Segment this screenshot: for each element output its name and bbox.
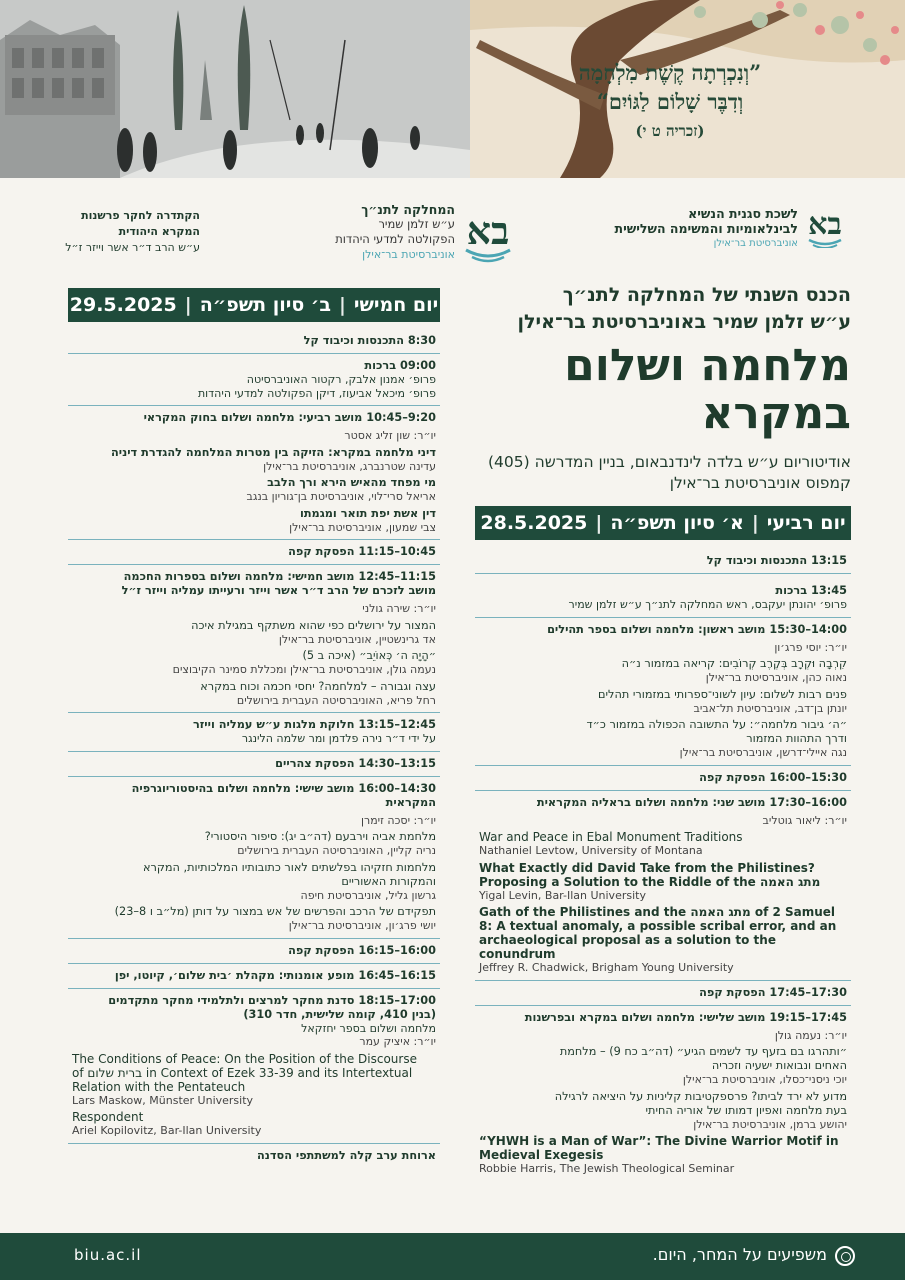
dept-line-3: הפקולטה למדעי היהדות xyxy=(335,232,455,246)
day2-item xyxy=(68,540,440,565)
conference-intro-line-2: ע״ש זלמן שמיר באוניברסיטת בר־אילן xyxy=(517,311,851,333)
talk-author: נגה איילי־דרשן, אוניברסיטת בר־אילן xyxy=(679,746,847,759)
day2-session-5 xyxy=(68,565,440,713)
day2-session-6 xyxy=(68,777,440,939)
day1-session-3 xyxy=(475,1006,851,1184)
day1-hebdate: א׳ סיון תשפ״ה xyxy=(610,512,744,534)
english-workshop-talk xyxy=(72,1052,436,1138)
item-title: 8:30 התכנסות וכיבוד קל xyxy=(303,334,436,347)
talk-title: מלחמות חזקיהו בפלשתים לאור כתובותיו המלכותיות, המקרא xyxy=(142,860,436,874)
dept-logo-icon xyxy=(460,204,516,264)
talk-title: of ברית שלום in Context of Ezek 33-39 and its Intertextual xyxy=(72,1065,413,1080)
vp-line-1: לשכת סגנית הנשיא xyxy=(688,206,798,221)
session-title: 11:15–12:45 מושב חמישי: מלחמה ושלום בספרות החכמה xyxy=(123,570,436,583)
talk-title: Gath of the Philistines and the מתג האמה of 2 Samuel xyxy=(479,905,836,919)
day2-item xyxy=(68,713,440,752)
talk-author: נאוה כהן, אוניברסיטת בר־אילן xyxy=(705,671,847,684)
talk-author: Yigal Levin, Bar-Ilan University xyxy=(479,888,646,902)
day1-dayname: יום רביעי xyxy=(766,512,846,534)
talk-author: נריה קליין, האוניברסיטה העברית בירושלים xyxy=(237,844,436,857)
vp-line-2: לבינלאומיות והמשימה השלישית xyxy=(614,221,798,236)
talk-title: 8: A textual anomaly, a possible scribal error, and an xyxy=(479,919,837,933)
session-subtitle: המקראית xyxy=(385,795,436,809)
talk-title: המצור על ירושלים כפי שהוא משתקף במגילת איכה xyxy=(191,618,436,632)
talk-title: והמקורות האשוריים xyxy=(341,874,436,888)
talk-author: רחל פריא, האוניברסיטה העברית בירושלים xyxy=(236,693,436,707)
talk-title: ״ותהרגו בם בזעף עד לשמים הגיע״ (דה״ב כח 9) – מלחמת xyxy=(559,1045,847,1058)
day2-item xyxy=(68,752,440,777)
talk-title: “YHWH is a Man of War”: The Divine Warrior Motif in xyxy=(479,1134,839,1148)
session-chair: יו״ר: נעמה גולן xyxy=(774,1028,847,1042)
item-title: 10:45–11:15 הפסקת קפה xyxy=(288,545,436,558)
session-subtitle: (בנין 410, קומה שלישית, חדר 310) xyxy=(243,1007,436,1021)
dept-logo xyxy=(300,202,455,262)
talk-title: בעת מלחמה ואפיון דמותו של אוריה החיתי xyxy=(645,1103,847,1117)
talk-author: אריאל סרי־לוי, אוניברסיטת בן־גוריון בנגב xyxy=(246,490,436,503)
session-title: 14:30–16:00 מושב שישי: מלחמה ושלום בהיסטוריוגרפיה xyxy=(131,781,436,795)
english-talks xyxy=(479,830,847,975)
biu-logo-icon xyxy=(803,202,847,248)
talk-title: archaeological proposal as a solution to the conundrum xyxy=(479,933,776,961)
talk-author: צבי שמעון, אוניברסיטת בר־אילן xyxy=(289,520,436,534)
item-title: 13:45 ברכות xyxy=(775,584,847,597)
talk-title: ודרך התהוות המזמור xyxy=(746,732,847,745)
day2-item xyxy=(68,354,440,406)
talk-title: What Exactly did David Take from the Philistines? xyxy=(479,860,815,875)
svg-text:בא: בא xyxy=(466,208,510,253)
day1-header: יום רביעי | א׳ סיון תשפ״ה | 28.5.2025 xyxy=(475,506,851,540)
session-chair: יו״ר: שירה גולני xyxy=(362,602,436,615)
day1-item xyxy=(475,766,851,791)
talk-title: עצה וגבורה – למלחמה? יחסי חכמה וכוח במקרא xyxy=(200,679,436,693)
talk-author: אד גרינשטיין, אוניברסיטת בר־אילן xyxy=(278,632,436,646)
vp-line-3: אוניברסיטת בר־אילן xyxy=(713,238,798,249)
chair-line-3: ע״ש הרב ד״ר אשר וייזר ז״ל xyxy=(65,241,200,254)
venue-line-1: אודיטוריום ע״ש בלדה לינדנבאום, בניין המדרשה (405) xyxy=(487,453,851,471)
day2-header: יום חמישי | ב׳ סיון תשפ״ה | 29.5.2025 xyxy=(68,288,440,322)
talk-title: מדוע לא ירד לביתו? פרספקטיבות קליניות על היציאה לרגילה xyxy=(554,1089,847,1103)
talk-title: ״ה׳ גיבור מלחמה״: על התשובה הכפולה במזמור כ״ד xyxy=(586,718,847,731)
talk-title: The Conditions of Peace: On the Position of the Discourse xyxy=(72,1051,417,1066)
conference-title-1: מלחמה ושלום xyxy=(564,340,851,391)
talk-author: גרשון גליל, אוניברסיטת חיפה xyxy=(300,888,436,902)
session-chair: יו״ר: שון זליג אסטר xyxy=(344,429,436,442)
session-chair: יו״ר: יסכה זימרן xyxy=(360,813,436,827)
talk-author: Nathaniel Levtow, University of Montana xyxy=(479,844,703,857)
item-title: 13:15–14:30 הפסקת צהריים xyxy=(275,756,436,770)
english-talk xyxy=(479,1134,847,1176)
footer-slogan: משפיעים על המחר, היום. xyxy=(652,1245,827,1264)
talk-title: דיני מלחמה במקרא: הזיקה בין מטרות המלחמה להגדרת דיניה xyxy=(111,445,436,459)
item-line: פרופ׳ אמנון אלבק, רקטור האוניברסיטה xyxy=(246,373,436,386)
talk-author: יושי פרג׳ון, אוניברסיטת בר־אילן xyxy=(288,919,436,932)
day1-item xyxy=(475,574,851,618)
item-line: פרופ׳ מיכאל אביעוז, דיקן הפקולטה למדעי היהדות xyxy=(197,386,436,400)
day1-item xyxy=(475,540,851,574)
quote-source: (זכריה ט י) xyxy=(635,122,705,140)
quote-line-2: וְדִבֶּר שָׁלוֹם לַגּוֹיִם“ xyxy=(596,89,744,114)
talk-title: Medieval Exegesis xyxy=(479,1148,604,1162)
dept-line-1: המחלקה לתנ״ך xyxy=(361,202,455,217)
chair-line-1: הקתדרה לחקר פרשנות xyxy=(81,209,200,222)
talk-author: יהושע ברמן, אוניברסיטת בר־אילן xyxy=(693,1117,847,1131)
session-title: 16:00–17:30 מושב שני: מלחמה ושלום בראליה המקראית xyxy=(536,795,847,809)
day2-hebdate: ב׳ סיון תשפ״ה xyxy=(199,294,331,316)
talk-author: עדינה שטרנברג, אוניברסיטת בר־אילן xyxy=(263,459,436,473)
session-chair: יו״ר: איציק עמר xyxy=(359,1035,436,1048)
talk-title: מלחמת אביה וירבעם (דה״ב יג): סיפור היסטורי? xyxy=(204,830,436,843)
day2-item xyxy=(68,939,440,964)
respondent-name: Ariel Kopilovitz, Bar-Ilan University xyxy=(72,1124,262,1137)
talk-title: פנים רבות לשלום: עיון לשוני־ספרותי במזמורי תהלים xyxy=(598,687,847,701)
day2-item xyxy=(68,964,440,989)
item-title: 13:15 התכנסות וכיבוד קל xyxy=(706,554,847,567)
dept-line-2: ע״ש זלמן שמיר xyxy=(378,217,455,231)
day1-column xyxy=(475,282,851,1184)
item-title: 09:00 ברכות xyxy=(364,359,436,372)
day1-item xyxy=(475,981,851,1006)
venue-line-2: קמפוס אוניברסיטת בר־אילן xyxy=(669,474,851,492)
day2-dayname: יום חמישי xyxy=(353,294,439,316)
session-title: 17:00–18:15 סדנת מחקר למרצים ולתלמידי מחקר מתקדמים xyxy=(108,993,436,1007)
session-title: 17:45–19:15 מושב שלישי: מלחמה ושלום במקרא ובפרשנות xyxy=(524,1010,847,1024)
quote-line-1: ”וְנִכְרְתָה קֶשֶׁת מִלְחָמָה xyxy=(578,60,762,85)
conference-title-2: במקרא xyxy=(701,388,851,439)
hero-banner xyxy=(0,0,905,178)
day2-session-4 xyxy=(68,406,440,540)
day2-column xyxy=(68,288,440,1168)
chair-logo xyxy=(52,208,200,256)
day2-item xyxy=(68,1144,440,1168)
day1-date: 28.5.2025 xyxy=(480,512,588,534)
website-link[interactable]: biu.ac.il xyxy=(74,1246,142,1264)
talk-title: ״הָיָה ה׳ כְּאוֹיֵב״ (איכה ב 5) xyxy=(302,649,436,662)
talk-author: נעמה גולן, אוניברסיטת בר־אילן ומכללת סמינר הקיבוצים xyxy=(172,663,436,676)
talk-title: מי מפחד מהאיש הירא ורך הלבב xyxy=(267,476,436,489)
chair-line-2: המקרא היהודית xyxy=(118,225,200,238)
item-title: 12:45–13:15 חלוקת מלגות ע״ש עמליה וייזר xyxy=(192,718,436,731)
hero-quote xyxy=(505,58,835,144)
day2-item xyxy=(68,322,440,354)
item-line: פרופ׳ יהונתן יעקבס, ראש המחלקה לתנ״ך ע״ש זלמן שמיר xyxy=(568,598,847,611)
respondent-label: Respondent xyxy=(72,1110,144,1124)
talk-author: יונתן בן־דב, אוניברסיטת תל־אביב xyxy=(693,701,847,715)
item-title: 15:30–16:00 הפסקת קפה xyxy=(699,770,847,784)
conference-intro-line-1: הכנס השנתי של המחלקה לתנ״ך xyxy=(562,284,851,306)
talk-title: Relation with the Pentateuch xyxy=(72,1079,246,1094)
session-subtitle: מושב לזכרם של הרב ד״ר אשר וייזר ורעייתו עמליה וייזר ז״ל xyxy=(121,584,436,597)
svg-text:בא: בא xyxy=(808,207,842,242)
circle-logo-icon xyxy=(835,1246,855,1266)
session-chair: יו״ר: ליאור גוטליב xyxy=(762,813,847,827)
talk-title: דין אשת יפת תואר ומגמתו xyxy=(299,506,436,520)
dept-line-4: אוניברסיטת בר־אילן xyxy=(362,248,455,261)
item-title: 16:00–16:15 הפסקת קפה xyxy=(288,943,436,957)
session-title: 9:20–10:45 מושב רביעי: מלחמה ושלום בחוק המקראי xyxy=(143,411,436,424)
talk-title: האחים ונבואות ישעיה וזכריה xyxy=(711,1059,847,1072)
item-line: מלחמה ושלום בספר יחזקאל xyxy=(301,1021,436,1035)
talk-author: Robbie Harris, The Jewish Theological Seminar xyxy=(479,1162,735,1175)
talk-author: Jeffrey R. Chadwick, Brigham Young University xyxy=(479,961,734,974)
session-title: 14:00–15:30 מושב ראשון: מלחמה ושלום בספר תהילים xyxy=(547,622,847,636)
talk-title: קִרְבָה וּקְרָב בְּקֶרֶב קְרוֹבִים: קריאה במזמור נ״ה xyxy=(621,657,847,670)
day2-workshop xyxy=(68,989,440,1144)
day2-date: 29.5.2025 xyxy=(69,294,177,316)
footer xyxy=(0,1233,905,1280)
day1-session-2 xyxy=(475,791,851,981)
talk-author: Lars Maskow, Münster University xyxy=(72,1093,254,1107)
item-title: ארוחת ערב קלה למשתתפי הסדנה xyxy=(257,1148,436,1162)
item-title: 16:15–16:45 מופע אומנותי: מקהלת ׳בית שלום׳, קיוטו, יפן xyxy=(114,968,436,982)
item-title: 17:30–17:45 הפסקת קפה xyxy=(699,985,847,999)
item-line: על ידי ד״ר נירה פלדמן ומר שלמה הלינגר xyxy=(241,732,436,745)
session-chair: יו״ר: יוסי פרג׳ון xyxy=(774,640,847,654)
talk-title: Proposing a Solution to the Riddle of the מתג האמה xyxy=(479,874,821,889)
talk-title: תפקידם של הרכב והפרשים של אש במצור על דותן (מל״ב ו 8–23) xyxy=(114,905,436,918)
talk-author: יוכי ניסני־כסלו, אוניברסיטת בר־אילן xyxy=(682,1073,847,1086)
day1-session-1 xyxy=(475,618,851,766)
vp-office-logo xyxy=(560,206,798,251)
talk-title: War and Peace in Ebal Monument Traditions xyxy=(479,830,743,844)
